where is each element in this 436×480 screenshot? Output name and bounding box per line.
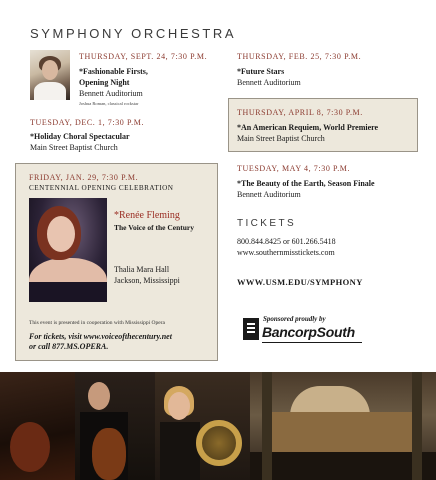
bancorpsouth-logo-icon — [243, 318, 259, 340]
orchestra-photo-banner — [0, 372, 436, 480]
featured-event-subtitle: CENTENNIAL OPENING CELEBRATION — [29, 184, 174, 192]
page-title: SYMPHONY ORCHESTRA — [30, 26, 237, 41]
event-date: THURSDAY, SEPT. 24, 7:30 P.M. — [79, 52, 208, 61]
event-venue: Bennett Auditorium — [237, 78, 301, 87]
event-title-line2: Opening Night — [79, 78, 130, 87]
event-venue: Bennett Auditorium — [79, 89, 143, 98]
event-venue: Main Street Baptist Church — [237, 134, 325, 143]
event-date: TUESDAY, DEC. 1, 7:30 P.M. — [30, 118, 145, 127]
cooperation-note: This event is presented in cooperation with Mississippi Opera — [29, 320, 165, 326]
featured-event-header — [29, 173, 214, 194]
event-april-8 — [237, 108, 415, 144]
sponsor-label: Sponsored proudly by — [263, 315, 326, 323]
featured-event-date: FRIDAY, JAN. 29, 7:30 P.M. — [29, 173, 139, 182]
event-title: *Future Stars — [237, 67, 285, 76]
featured-venue-line2: Jackson, Mississippi — [114, 276, 180, 285]
usm-symphony-link[interactable]: WWW.USM.EDU/SYMPHONY — [237, 277, 363, 287]
sponsor-underline — [262, 342, 362, 343]
featured-venue-line1: Thalia Mara Hall — [114, 265, 170, 274]
event-date: THURSDAY, FEB. 25, 7:30 P.M. — [237, 52, 362, 61]
event-sept-24 — [79, 52, 224, 106]
joshua-roman-photo — [30, 50, 70, 100]
event-title: *The Beauty of the Earth, Season Finale — [237, 179, 375, 188]
event-feb-25 — [237, 52, 427, 88]
event-venue: Bennett Auditorium — [237, 190, 301, 199]
featured-ticket-line1: For tickets, visit www.voiceofthecentury.net — [29, 332, 172, 341]
featured-artist-tagline: The Voice of the Century — [114, 223, 194, 232]
event-venue: Main Street Baptist Church — [30, 143, 118, 152]
event-title: *An American Requiem, World Premiere — [237, 123, 379, 132]
sponsor-name: BancorpSouth — [262, 324, 355, 340]
photo-caption: Joshua Roman, classical rockstar — [79, 101, 139, 106]
featured-ticket-info — [29, 332, 172, 352]
tickets-website-link[interactable]: www.southernmisstickets.com — [237, 248, 335, 257]
tickets-phones: 800.844.8425 or 601.266.5418 — [237, 237, 336, 246]
event-may-4 — [237, 164, 427, 200]
tickets-heading: TICKETS — [237, 218, 297, 229]
featured-venue — [114, 264, 216, 286]
featured-ticket-line2: or call 877.MS.OPERA. — [29, 342, 109, 351]
event-dec-1 — [30, 118, 220, 153]
event-date: TUESDAY, MAY 4, 7:30 P.M. — [237, 164, 351, 173]
event-date: THURSDAY, APRIL 8, 7:30 P.M. — [237, 108, 363, 117]
featured-artist — [114, 210, 216, 232]
renee-fleming-photo — [29, 198, 107, 302]
french-horn-icon — [196, 420, 242, 466]
event-title: *Holiday Choral Spectacular — [30, 132, 130, 141]
featured-artist-name: *Renée Fleming — [114, 210, 180, 221]
event-title: *Fashionable Firsts, — [79, 67, 148, 76]
tickets-contact — [237, 236, 336, 258]
